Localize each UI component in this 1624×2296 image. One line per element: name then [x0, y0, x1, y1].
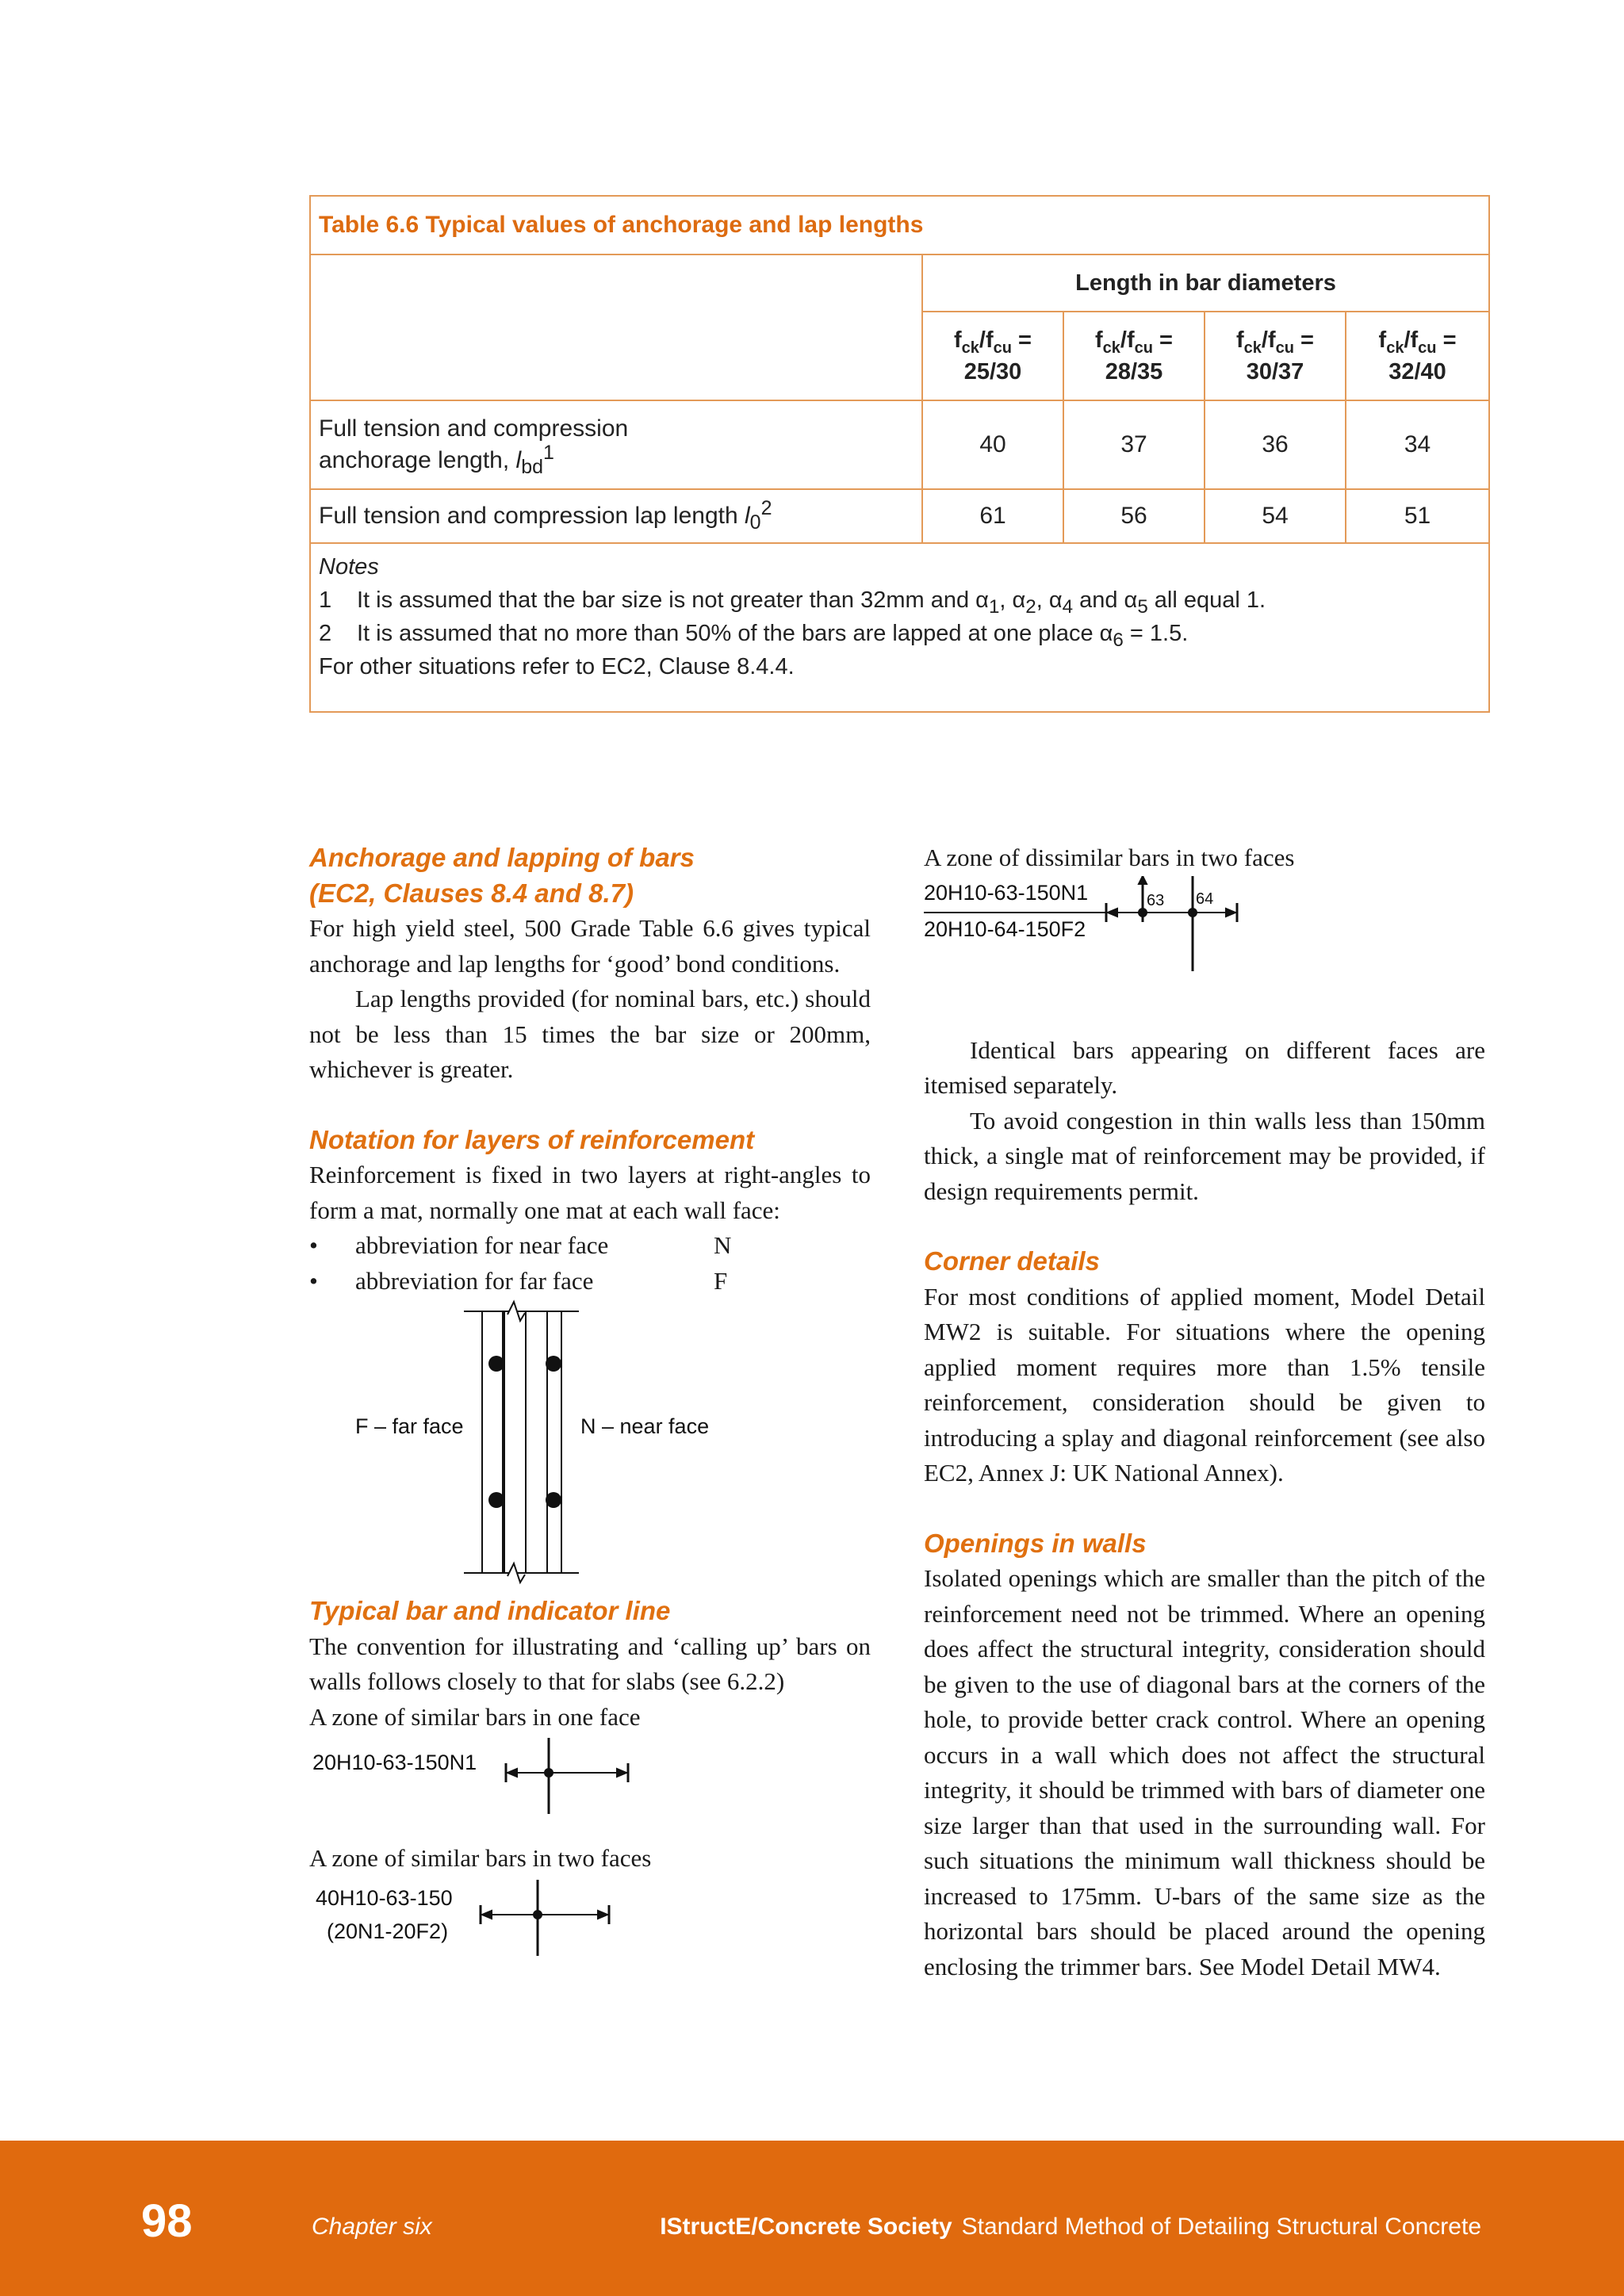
heading-corner-details: Corner details [924, 1246, 1100, 1276]
notes-heading: Notes [319, 554, 379, 580]
anchorage-lap-table [309, 195, 1490, 713]
chapter-label: Chapter six [312, 2214, 432, 2240]
paragraph: The convention for illustrating and ‘calling up’ bars on walls follows closely to that for slabs (see 6.2.2) [309, 1632, 871, 1695]
table-row-anchorage [310, 400, 1489, 489]
bar-label-far: 20H10-64-150F2 [924, 916, 1086, 941]
paragraph: A zone of similar bars in two faces [309, 1844, 652, 1872]
note-1: 1 It is assumed that the bar size is not greater than 32mm and $\alpha_1$, $\alpha_2$, $\alpha_4$ and $\alpha_5$ all equal 1. [319, 587, 1266, 618]
table-cell: 61 [922, 489, 1063, 543]
table-cell: 34 [1346, 400, 1489, 489]
list-item: • abbreviation for far face F [309, 1266, 728, 1295]
bar-label-near: 20H10-63-150N1 [924, 880, 1089, 905]
bar-label: 40H10-63-150 [316, 1885, 453, 1910]
far-face-label: F – far face [355, 1414, 464, 1438]
row-label: Full tension and compression lap length $l_0^2$ [310, 489, 922, 543]
table-row-lap [310, 489, 1489, 543]
grade-header-2: $f_{ck}/f_{cu}$ = 28/35 [1063, 312, 1205, 400]
paragraph: Isolated openings which are smaller than the pitch of the reinforcement need not be trimmed. Where an opening does affect the structural integrity, consideration should be given to the use of diagonal bars at the corners of the hole, to provide better crack control. Where an opening occurs in a wall which does not affect the structural integrity, it should be trimmed with bars of diameter one size larger than that used in the surrounding wall. For such situations the minimum wall thickness should be increased to 175mm. U-bars of the same size as the horizontal bars should be placed around the opening enclosing the trimmer bars. See Model Detail MW4. [924, 1564, 1485, 1980]
two-face-bar-diagram [309, 1877, 871, 1988]
table-span-header: Length in bar diameters [922, 254, 1489, 312]
table-cell: 56 [1063, 489, 1205, 543]
right-column [924, 840, 1485, 1984]
table-cell: 54 [1205, 489, 1346, 543]
list-item: • abbreviation for near face N [309, 1231, 732, 1259]
bar-mark-63: 63 [1147, 891, 1165, 909]
bar-sublabel: (20N1-20F2) [327, 1919, 449, 1943]
grade-header-3: $f_{ck}/f_{cu}$ = 30/37 [1205, 312, 1346, 400]
row-label: Full tension and compression anchorage length, $l_{bd}^1$ [310, 400, 922, 489]
table-cell: 36 [1205, 400, 1346, 489]
table-title: Table 6.6 Typical values of anchorage and lap lengths [310, 196, 1489, 254]
paragraph: For high yield steel, 500 Grade Table 6.6 gives typical anchorage and lap lengths for ‘good’ bond conditions. [309, 914, 871, 978]
note-3: For other situations refer to EC2, Clause 8.4.4. [319, 654, 795, 679]
heading-anchorage: Anchorage and lapping of bars (EC2, Clauses 8.4 and 8.7) [309, 843, 695, 908]
table-cell: 40 [922, 400, 1063, 489]
near-face-label: N – near face [580, 1414, 710, 1438]
dissimilar-bars-diagram [924, 876, 1485, 1017]
heading-indicator: Typical bar and indicator line [309, 1596, 671, 1625]
grade-header-1: $f_{ck}/f_{cu}$ = 25/30 [922, 312, 1063, 400]
heading-notation: Notation for layers of reinforcement [309, 1124, 755, 1154]
note-2: 2 It is assumed that no more than 50% of the bars are lapped at one place $\alpha_6 = 1.5$. [319, 621, 1189, 651]
heading-openings: Openings in walls [924, 1528, 1147, 1558]
left-column [309, 840, 871, 1988]
paragraph: For most conditions of applied moment, Model Detail MW2 is suitable. For situations where the opening applied moment requires more than 1.5% tensile reinforcement, consideration should be given to introducing a splay and diagonal reinforcement (see also EC2, Annex J: UK National Annex). [924, 1282, 1485, 1487]
table-cell: 37 [1063, 400, 1205, 489]
one-face-bar-diagram [309, 1735, 871, 1841]
table-notes [310, 543, 1489, 712]
paragraph: A zone of dissimilar bars in two faces [924, 844, 1295, 871]
wall-section-diagram [309, 1299, 871, 1594]
paragraph: A zone of similar bars in one face [309, 1702, 641, 1731]
paragraph: To avoid congestion in thin walls less than 150mm thick, a single mat of reinforcement may be provided, if design requirements permit. [924, 1106, 1485, 1205]
paragraph: Identical bars appearing on different faces are itemised separately. [924, 1035, 1485, 1099]
grade-header-4: $f_{ck}/f_{cu}$ = 32/40 [1346, 312, 1489, 400]
table-cell: 51 [1346, 489, 1489, 543]
table-corner-cell [310, 254, 922, 400]
bar-mark-64: 64 [1196, 890, 1214, 908]
bar-label: 20H10-63-150N1 [312, 1751, 477, 1774]
page-footer [0, 2141, 1624, 2296]
publication-credit: IStructE/Concrete Society Standard Method of Detailing Structural Concrete [660, 2214, 1481, 2240]
paragraph: Lap lengths provided (for nominal bars, etc.) should not be less than 15 times the bar size or 200mm, whichever is greater. [309, 985, 871, 1083]
page-number: 98 [141, 2195, 193, 2247]
paragraph: Reinforcement is fixed in two layers at right-angles to form a mat, normally one mat at each wall face: [309, 1161, 871, 1224]
